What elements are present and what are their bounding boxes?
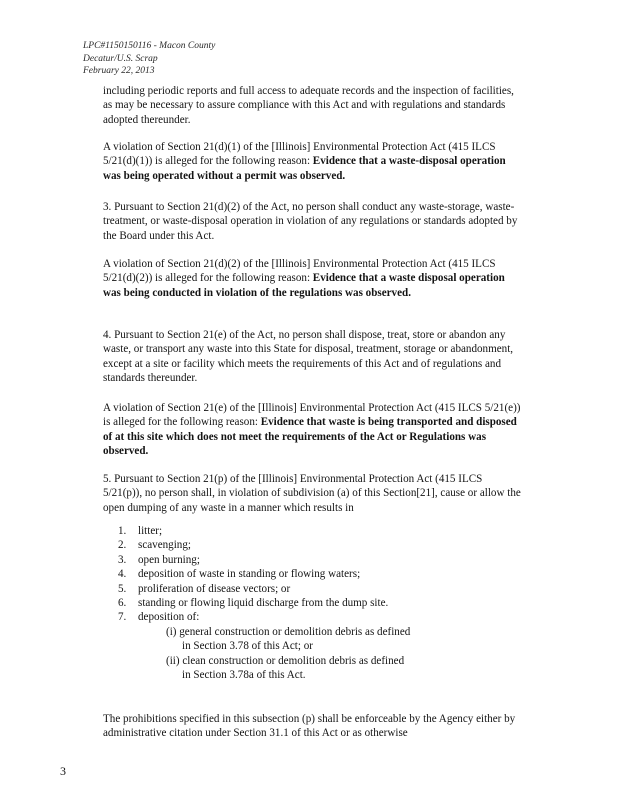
open-dumping-list [118, 524, 518, 682]
violation-21e-reason: Evidence that waste is being transported and disposed of at this site which does not meet the requirements of the Act or Regulations was observed. [103, 416, 517, 458]
list-item: 2. scavenging; [118, 539, 191, 552]
paragraph-violation-21e [103, 401, 523, 459]
paragraph-prohibitions: The prohibitions specified in this subsection (p) shall be enforceable by the Agency either by administrative citation under Section 31.1 of this Act or as otherwise [103, 713, 516, 740]
violation-21d2-text: A violation of Section 21(d)(2) of the [Illinois] Environmental Protection Act (415 ILCS 5/21(d)(2)) is alleged for the following reason: [103, 258, 496, 285]
sublist-item-i-cont: in Section 3.78 of this Act; or [182, 640, 313, 653]
violation-21e-text: A violation of Section 21(e) of the [Illinois] Environmental Protection Act (415 ILCS 5/21(e)) is alleged for the following reason: [103, 402, 521, 429]
paragraph-violation-21d1 [103, 140, 523, 183]
paragraph-section-21e: 4. Pursuant to Section 21(e) of the Act, no person shall dispose, treat, store or abandon any waste, or transport any waste into this State for disposal, treatment, storage or abandonment, except at a site or facility which meets the requirements of this Act and of regulations and standards thereunder. [103, 329, 514, 385]
list-item: 1. litter; [118, 525, 163, 537]
header-date: February 22, 2013 [83, 66, 155, 76]
paragraph-violation-21d2 [103, 257, 523, 300]
sublist-item-i: (i) general construction or demolition debris as defined [166, 625, 411, 638]
paragraph-section-21p: 5. Pursuant to Section 21(p) of the [Illinois] Environmental Protection Act (415 ILCS 5/21(p)), no person shall, in violation of subdivision (a) of this Section[21], cause or allow the open dumping of any waste in a manner which results in [103, 473, 521, 514]
violation-21d1-reason: Evidence that a waste-disposal operation was being operated without a permit was observed. [103, 155, 506, 182]
list-item: 6. standing or flowing liquid discharge from the dump site. [118, 597, 389, 610]
sublist-item-ii-cont: in Section 3.78a of this Act. [182, 669, 306, 682]
paragraph-section-21d2: 3. Pursuant to Section 21(d)(2) of the Act, no person shall conduct any waste-storage, waste-treatment, or waste-disposal operation in violation of any regulations or standards adopted by the Board under this Act. [103, 201, 518, 242]
paragraph-continuation: including periodic reports and full access to adequate records and the inspection of facilities, as may be necessary to assure compliance with this Act and with regulations and standards adopted thereunder. [103, 85, 514, 126]
header-site-name: Decatur/U.S. Scrap [83, 53, 158, 64]
deposition-sublist [118, 625, 518, 683]
sublist-item-ii: (ii) clean construction or demolition debris as defined [166, 654, 405, 667]
list-item: 4. deposition of waste in standing or flowing waters; [118, 568, 361, 581]
list-item: 5. proliferation of disease vectors; or [118, 582, 291, 595]
violation-21d1-text: A violation of Section 21(d)(1) of the [Illinois] Environmental Protection Act (415 ILCS 5/21(d)(1)) is alleged for the following reason: [103, 141, 496, 168]
page-number: 3 [60, 764, 66, 778]
violation-21d2-reason: Evidence that a waste disposal operation was being conducted in violation of the regulations was observed. [103, 272, 505, 299]
header-case-number: LPC#1150150116 - Macon County [83, 41, 216, 51]
list-item: 3. open burning; [118, 553, 200, 566]
list-item: 7. deposition of: [118, 611, 200, 624]
document-header [83, 40, 215, 78]
